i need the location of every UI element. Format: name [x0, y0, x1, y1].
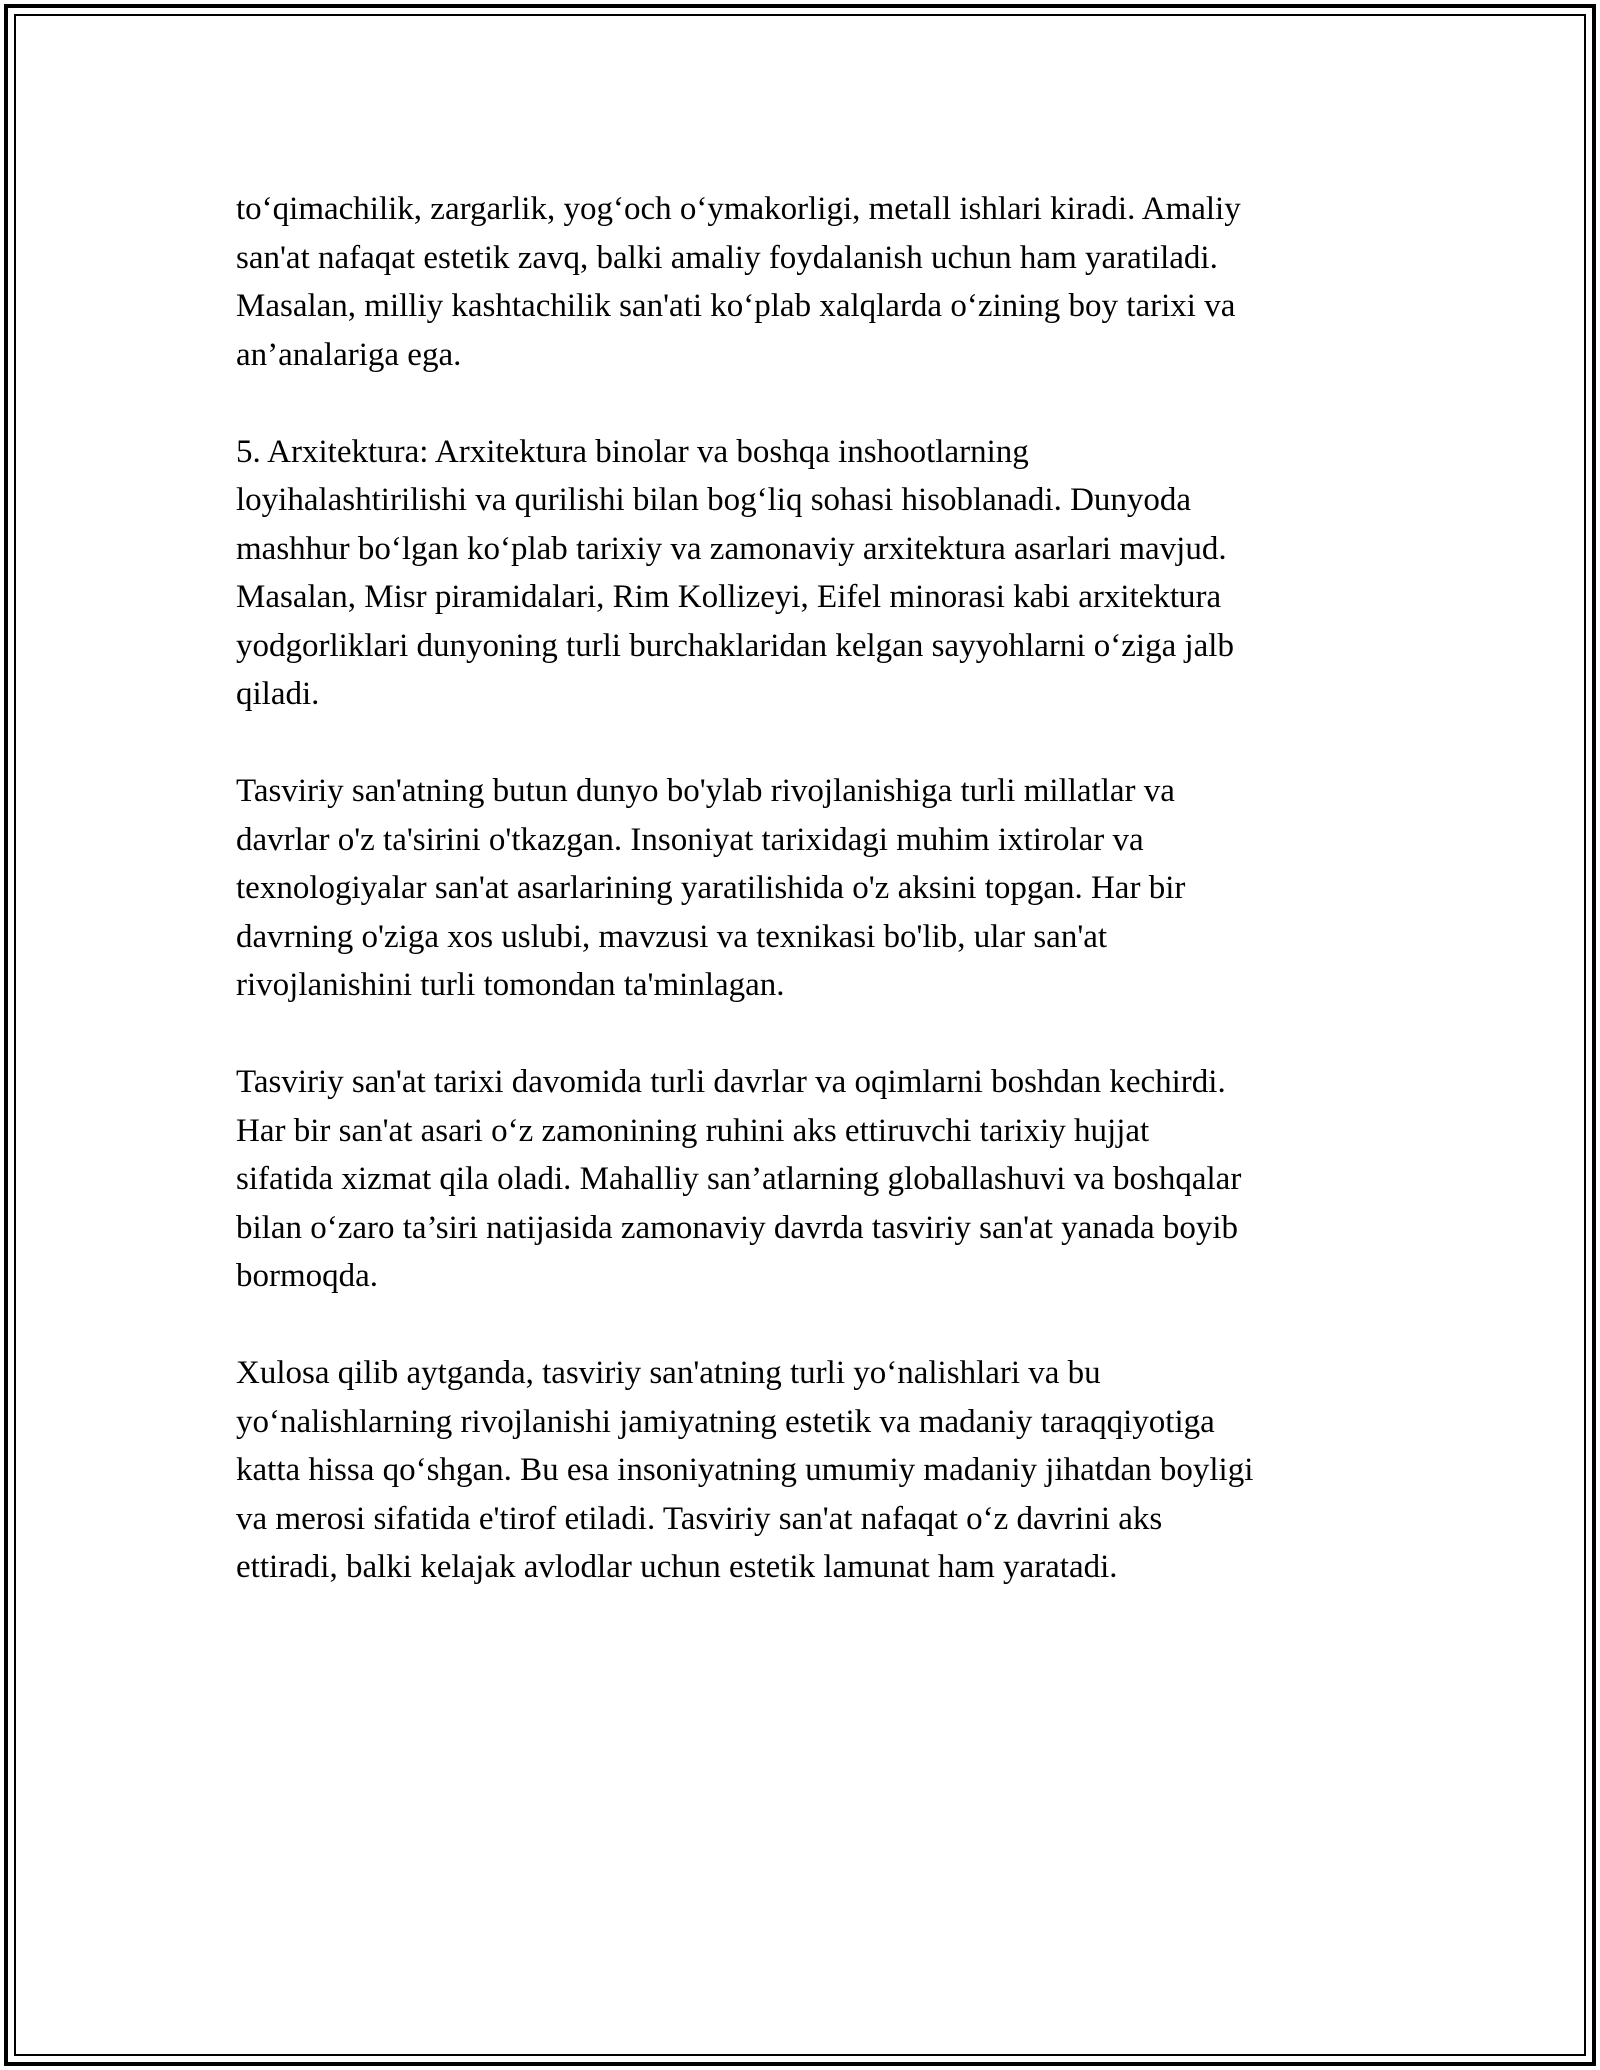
- text-line: mashhur bo‘lgan ko‘plab tarixiy va zamonaviy arxitektura asarlari mavjud.: [236, 530, 1227, 567]
- text-line: Har bir san'at asari o‘z zamonining ruhini aks ettiruvchi tarixiy hujjat: [236, 1112, 1150, 1149]
- text-line: 5. Arxitektura: Arxitektura binolar va boshqa inshootlarning: [236, 433, 1029, 470]
- text-line: to‘qimachilik, zargarlik, yog‘och o‘ymakorligi, metall ishlari kiradi. Amaliy: [236, 191, 1241, 227]
- text-line: qiladi.: [236, 676, 320, 712]
- text-line: bilan o‘zaro ta’siri natijasida zamonaviy davrda tasviriy san'at yanada boyib: [236, 1209, 1239, 1246]
- text-line: yo‘nalishlarning rivojlanishi jamiyatning estetik va madaniy taraqqiyotiga: [236, 1403, 1215, 1440]
- text-line: bormoqda.: [236, 1258, 379, 1294]
- text-line: Tasviriy san'atning butun dunyo bo'ylab rivojlanishiga turli millatlar va: [236, 773, 1175, 809]
- text-line: san'at nafaqat estetik zavq, balki amaliy foydalanish uchun ham yaratiladi.: [236, 239, 1218, 276]
- text-line: katta hissa qo‘shgan. Bu esa insoniyatning umumiy madaniy jihatdan boyligi: [236, 1452, 1254, 1488]
- text-line: davrlar o'z ta'sirini o'tkazgan. Insoniyat tarixidagi muhim ixtirolar va: [236, 821, 1144, 858]
- document-body: [236, 185, 1386, 1640]
- text-line: sifatida xizmat qila oladi. Mahalliy san’atlarning globallashuvi va boshqalar: [236, 1161, 1242, 1197]
- paragraph-conclusion: [236, 1349, 1386, 1592]
- paragraph-applied-art-continued: [236, 185, 1386, 379]
- text-line: yodgorliklari dunyoning turli burchaklaridan kelgan sayyohlarni o‘ziga jalb: [236, 627, 1234, 664]
- text-line: davrning o'ziga xos uslubi, mavzusi va texnikasi bo'lib, ular san'at: [236, 918, 1108, 955]
- text-line: an’analariga ega.: [236, 336, 462, 373]
- text-line: va merosi sifatida e'tirof etiladi. Tasviriy san'at nafaqat o‘z davrini aks: [236, 1500, 1163, 1537]
- paragraph-architecture: [236, 428, 1386, 719]
- paragraph-art-history: [236, 1058, 1386, 1301]
- text-line: loyihalashtirilishi va qurilishi bilan bog‘liq sohasi hisoblanadi. Dunyoda: [236, 482, 1192, 518]
- paragraph-world-development: [236, 767, 1386, 1010]
- text-line: rivojlanishini turli tomondan ta'minlagan.: [236, 967, 785, 1003]
- text-line: texnologiyalar san'at asarlarining yaratilishida o'z aksini topgan. Har bir: [236, 870, 1186, 906]
- text-line: Tasviriy san'at tarixi davomida turli davrlar va oqimlarni boshdan kechirdi.: [236, 1064, 1226, 1100]
- text-line: Xulosa qilib aytganda, tasviriy san'atning turli yo‘nalishlari va bu: [236, 1355, 1101, 1391]
- text-line: Masalan, milliy kashtachilik san'ati ko‘plab xalqlarda o‘zining boy tarixi va: [236, 288, 1236, 324]
- text-line: Masalan, Misr piramidalari, Rim Kollizeyi, Eifel minorasi kabi arxitektura: [236, 579, 1222, 615]
- text-line: ettiradi, balki kelajak avlodlar uchun estetik lamunat ham yaratadi.: [236, 1549, 1118, 1585]
